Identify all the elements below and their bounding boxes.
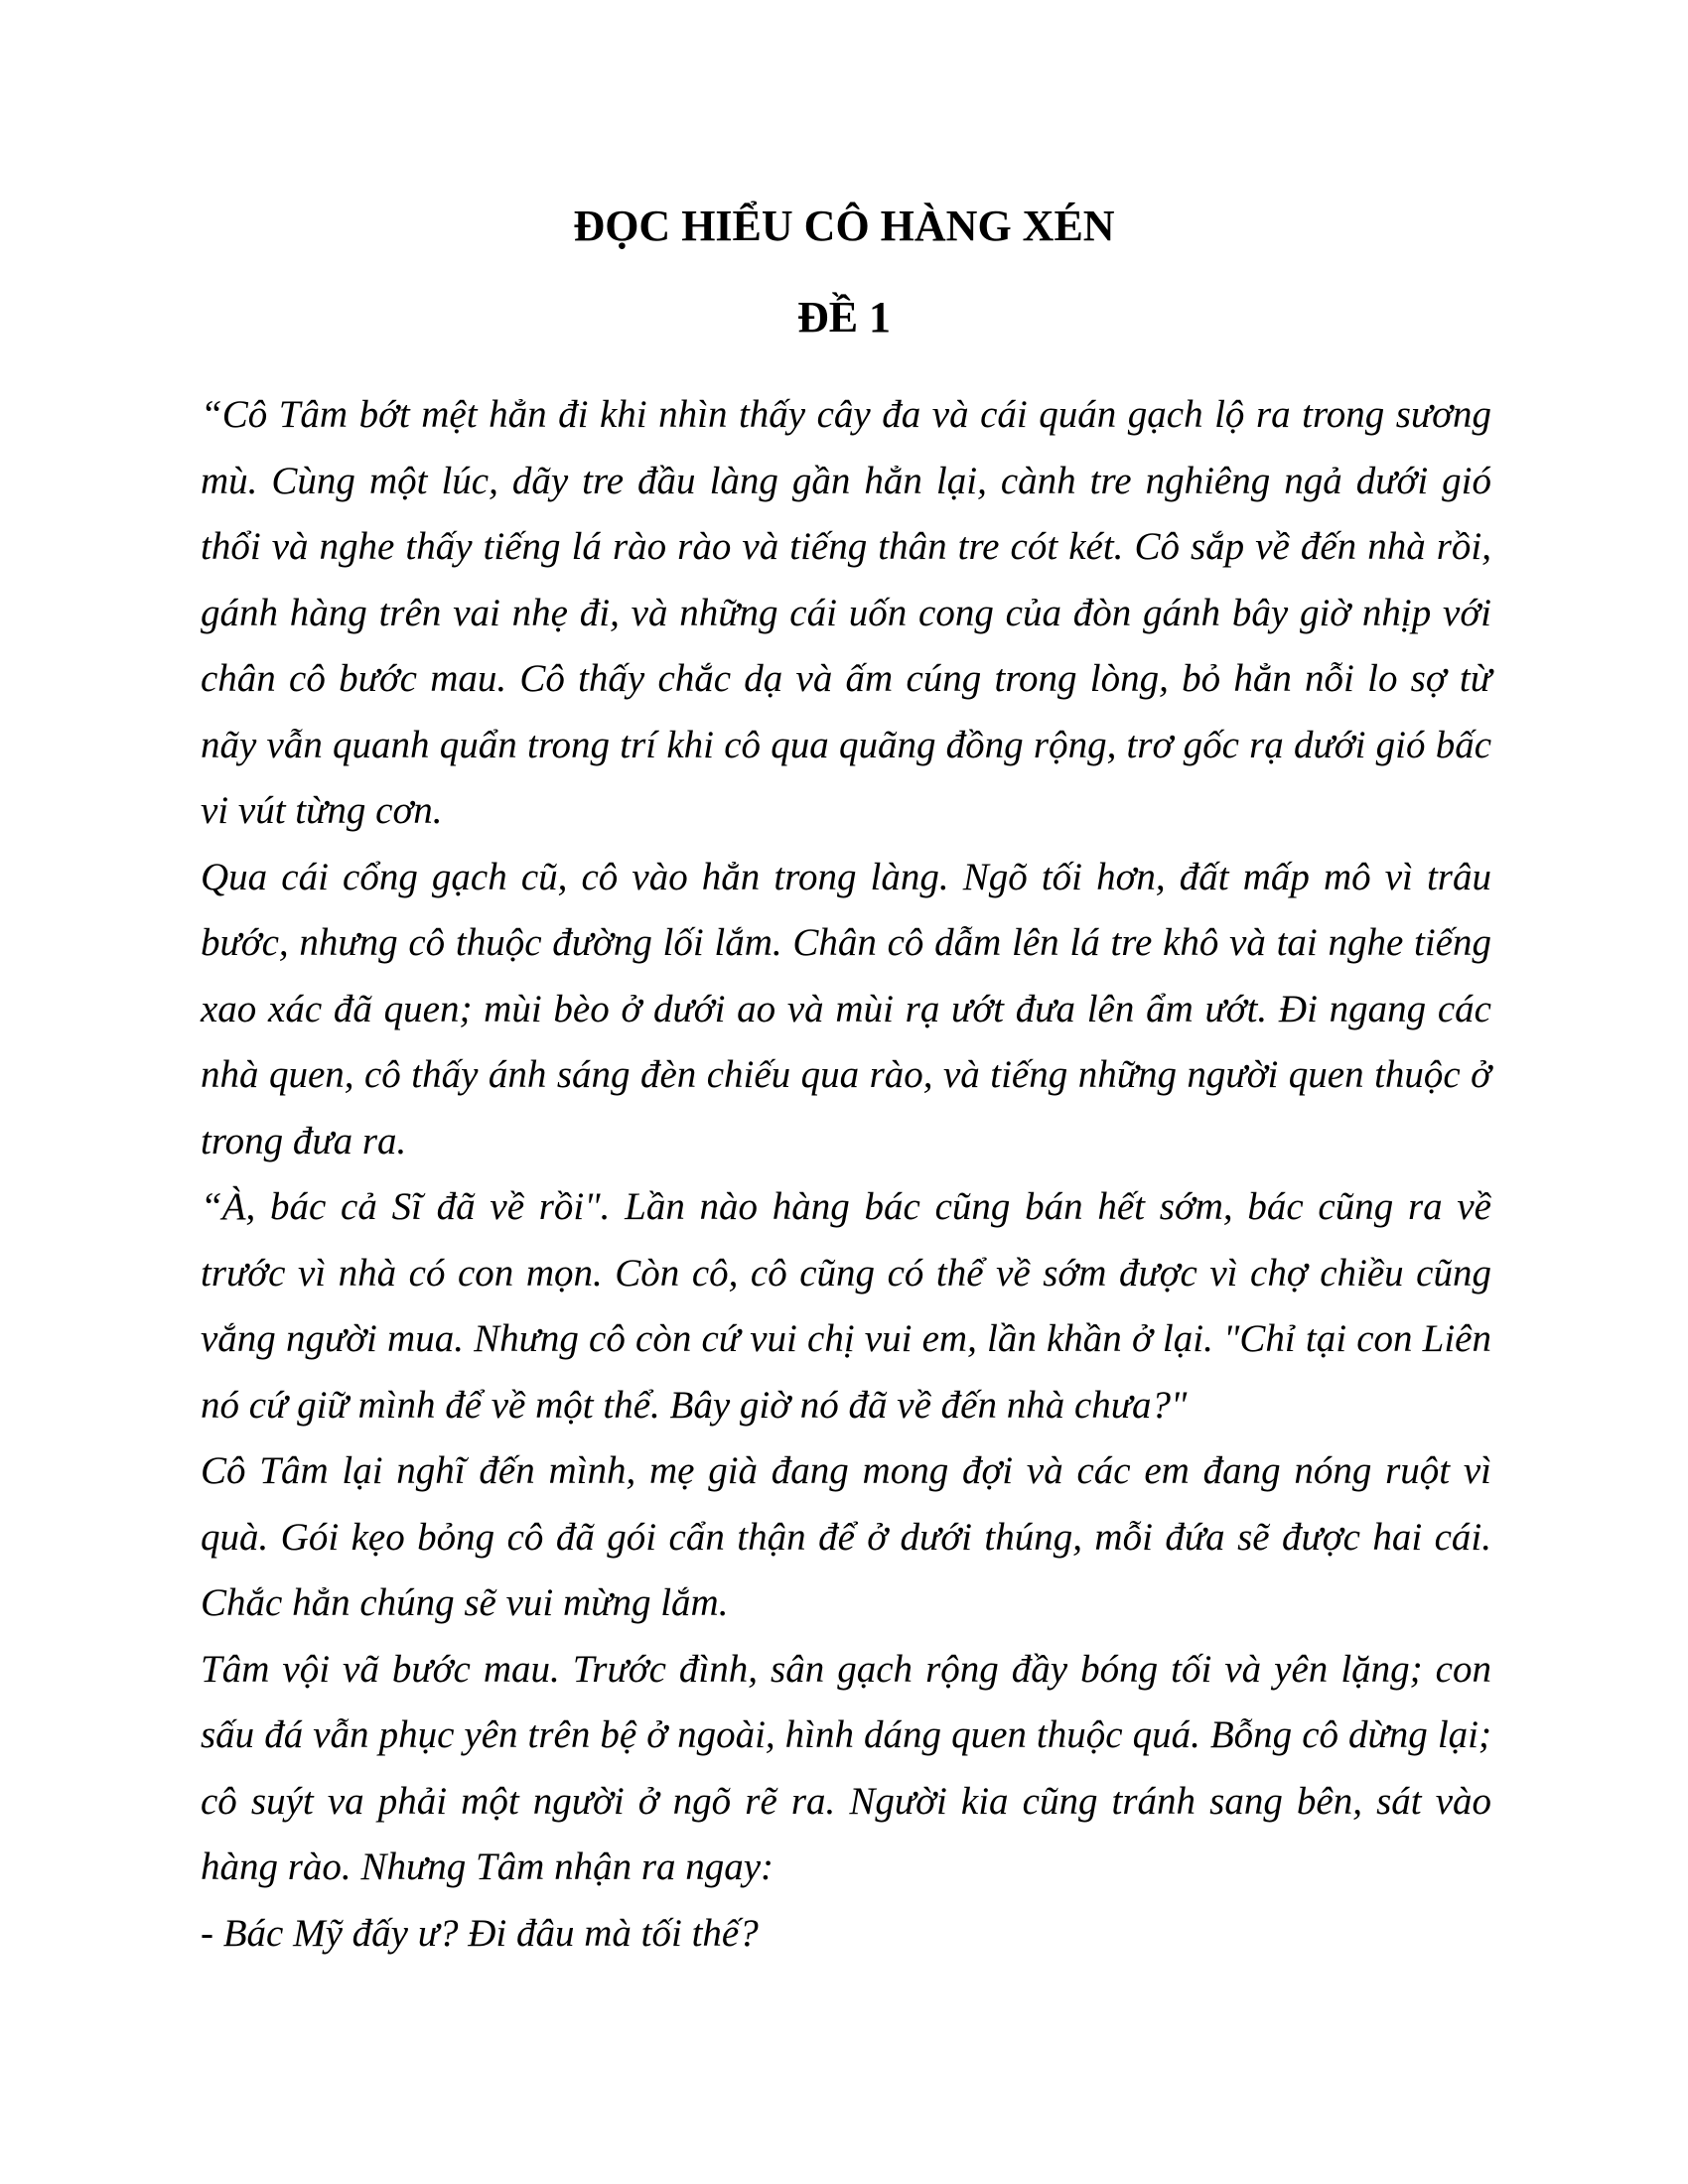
passage-paragraph-3: “À, bác cả Sĩ đã về rồi". Lần nào hàng bác cũng bán hết sớm, bác cũng ra về trước vì nhà có con mọn. Còn cô, cô cũng có thể về sớm được vì chợ chiều cũng vắng người mua. Nhưng cô còn cứ vui chị vui em, lần khần ở lại. "Chỉ tại con Liên nó cứ giữ mình để về một thể. Bây giờ nó đã về đến nhà chưa?" <box>201 1185 1491 1427</box>
exercise-heading: ĐỀ 1 <box>796 293 892 341</box>
passage-paragraph-4: Cô Tâm lại nghĩ đến mình, mẹ già đang mong đợi và các em đang nóng ruột vì quà. Gói kẹo bỏng cô đã gói cẩn thận để ở dưới thúng, mỗi đứa sẽ được hai cái. Chắc hẳn chúng sẽ vui mừng lắm. <box>201 1449 1491 1624</box>
passage-paragraph-2: Qua cái cổng gạch cũ, cô vào hẳn trong làng. Ngõ tối hơn, đất mấp mô vì trâu bước, nhưng cô thuộc đường lối lắm. Chân cô dẫm lên lá tre khô và tai nghe tiếng xao xác đã quen; mùi bèo ở dưới ao và mùi rạ ướt đưa lên ẩm ướt. Đi ngang các nhà quen, cô thấy ánh sáng đèn chiếu qua rào, và tiếng những người quen thuộc ở trong đưa ra. <box>201 855 1491 1162</box>
page-title: ĐỌC HIỂU CÔ HÀNG XÉN <box>573 202 1115 250</box>
passage-paragraph-6: - Bác Mỹ đấy ư? Đi đâu mà tối thế? <box>201 1911 759 1955</box>
passage-paragraph-1: “Cô Tâm bớt mệt hẳn đi khi nhìn thấy cây đa và cái quán gạch lộ ra trong sương mù. Cùng một lúc, dãy tre đầu làng gần hẳn lại, cành tre nghiêng ngả dưới gió thổi và nghe thấy tiếng lá rào rào và tiếng thân tre cót két. Cô sắp về đến nhà rồi, gánh hàng trên vai nhẹ đi, và những cái uốn cong của đòn gánh bây giờ nhịp với chân cô bước mau. Cô thấy chắc dạ và ấm cúng trong lòng, bỏ hẳn nỗi lo sợ từ nãy vẫn quanh quẩn trong trí khi cô qua quãng đồng rộng, trơ gốc rạ dưới gió bấc vi vút từng cơn. <box>201 393 1491 832</box>
passage-paragraph-5: Tâm vội vã bước mau. Trước đình, sân gạch rộng đầy bóng tối và yên lặng; con sấu đá vẫn phục yên trên bệ ở ngoài, hình dáng quen thuộc quá. Bỗng cô dừng lại; cô suýt va phải một người ở ngõ rẽ ra. Người kia cũng tránh sang bên, sát vào hàng rào. Nhưng Tâm nhận ra ngay: <box>201 1647 1491 1888</box>
passage-text <box>201 382 1491 1967</box>
